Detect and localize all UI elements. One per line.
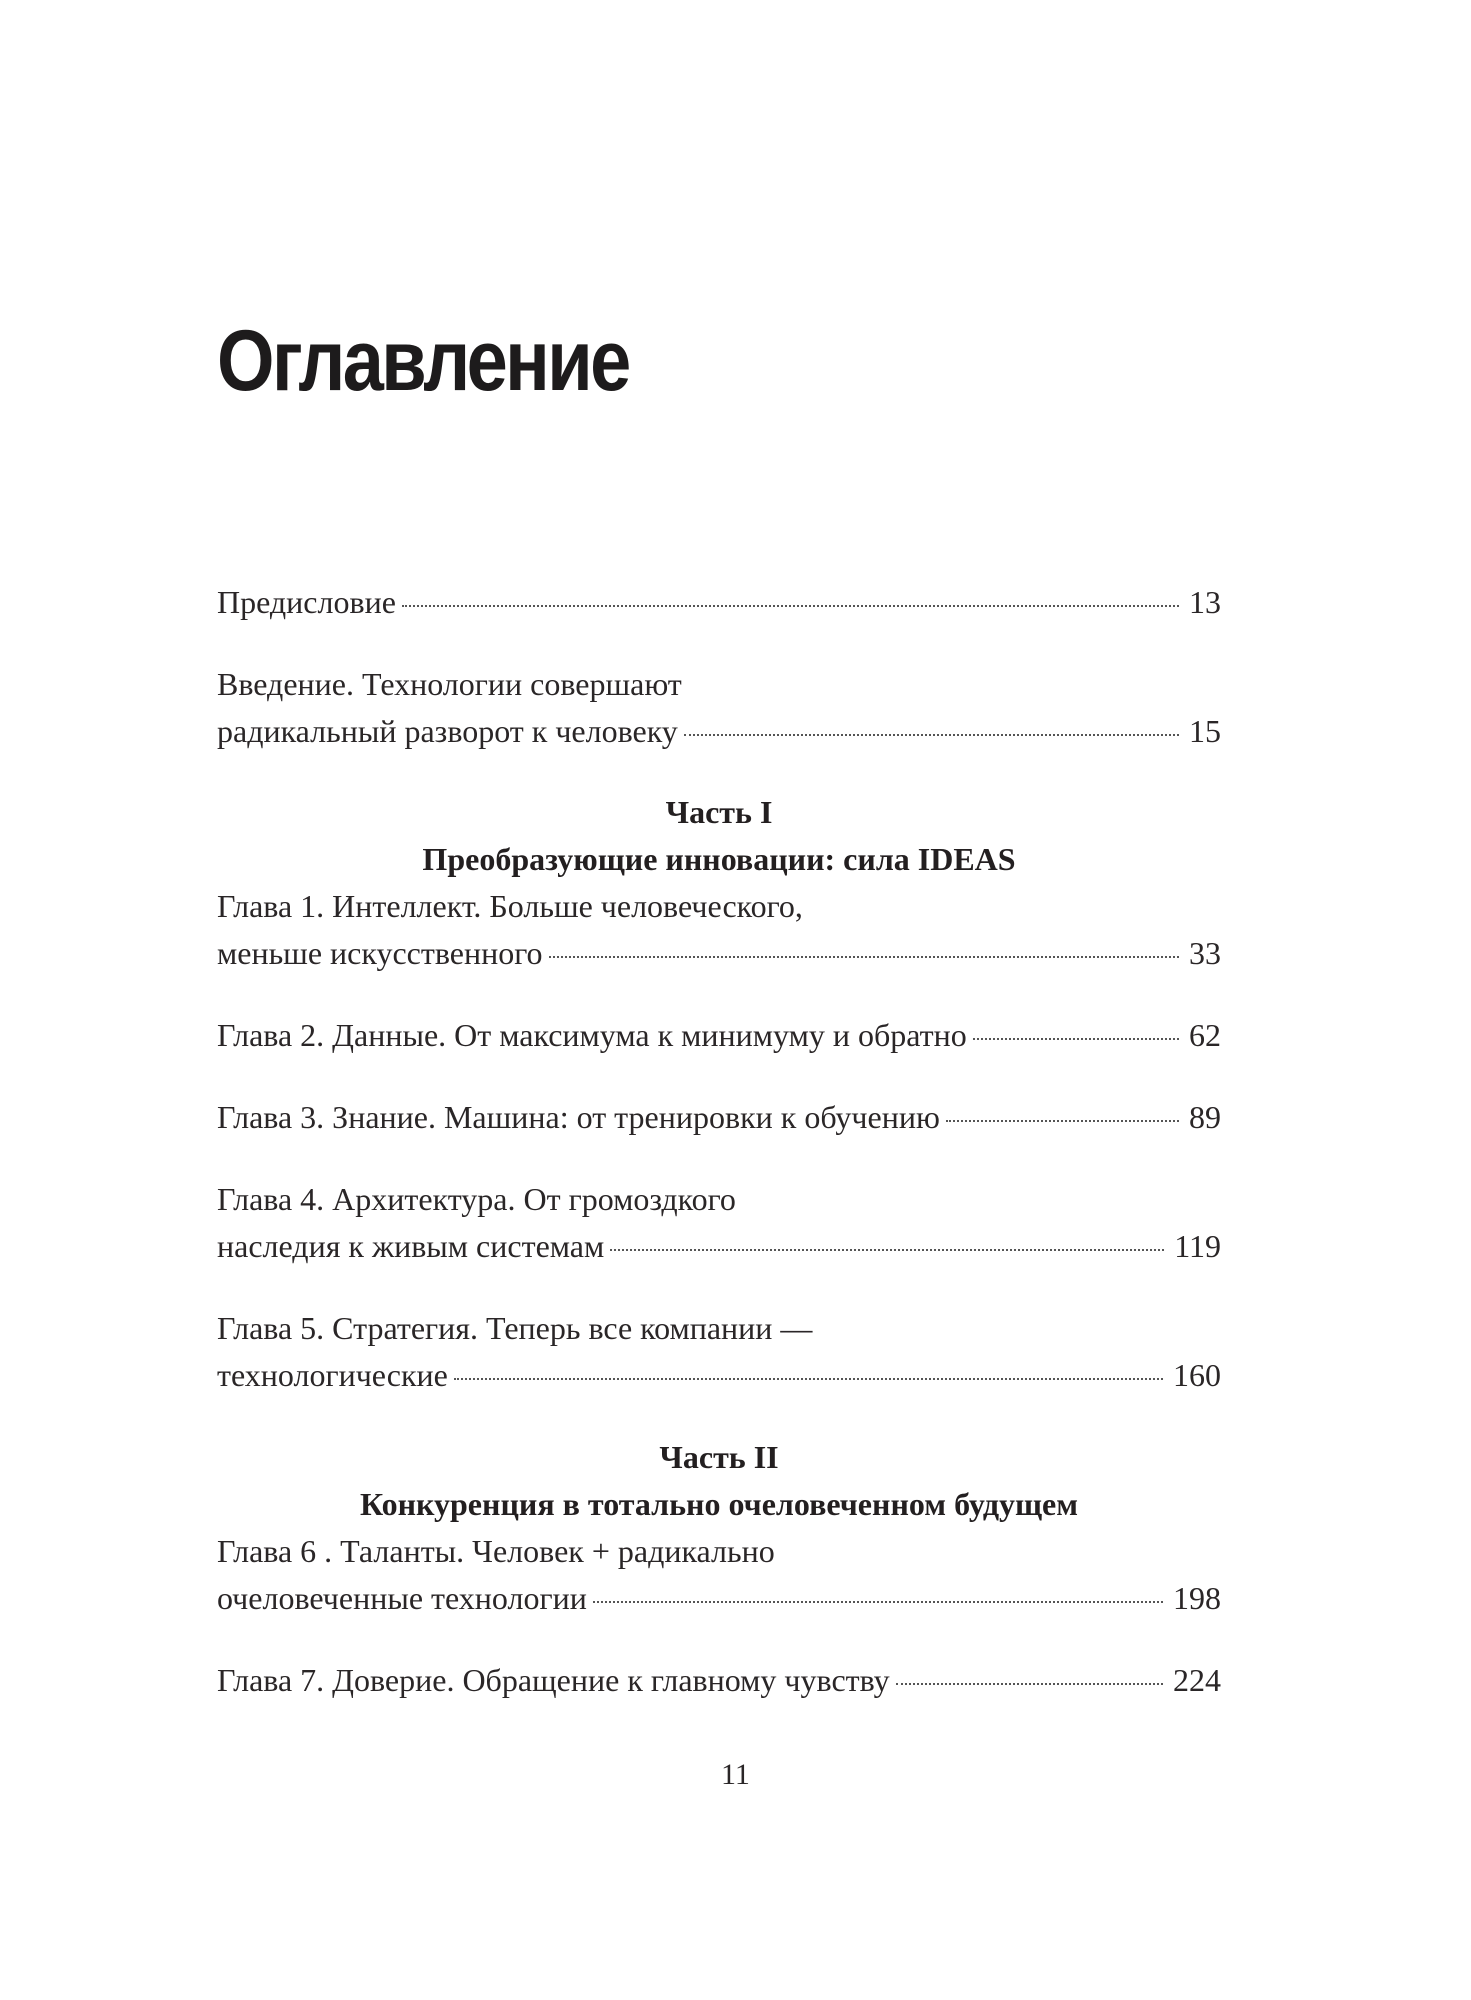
toc-entry-ch6[interactable] [217,1578,1221,1618]
toc-entry-ch5-line1[interactable]: Глава 5. Стратегия. Теперь все компании — [217,1310,813,1346]
dot-leader [454,1378,1163,1380]
entry-page: 89 [1189,1099,1221,1135]
toc-entry-preface[interactable] [217,582,1221,622]
part-1-subtitle: Преобразующие инновации: сила IDEAS [422,841,1016,877]
entry-title: Глава 2. Данные. От максимума к минимуму и обратно [217,1017,967,1053]
entry-page: 119 [1174,1228,1221,1264]
toc-entry-ch7[interactable] [217,1660,1221,1700]
entry-page: 224 [1173,1662,1221,1698]
toc-entry-ch4[interactable] [217,1226,1221,1266]
entry-title: меньше искусственного [217,935,543,971]
entry-page: 13 [1189,584,1221,620]
entry-title: наследия к живым системам [217,1228,605,1264]
dot-leader [896,1683,1163,1685]
toc-entry-intro[interactable] [217,711,1221,751]
toc-entry-ch6-line1[interactable]: Глава 6 . Таланты. Человек + радикально [217,1533,775,1569]
toc-entry-ch1-line1[interactable]: Глава 1. Интеллект. Больше человеческого, [217,888,803,924]
entry-title: радикальный разворот к человеку [217,713,678,749]
dot-leader [946,1120,1179,1122]
dot-leader [684,734,1179,736]
page-title: Оглавление [217,313,629,409]
part-1-label: Часть I [665,794,773,830]
dot-leader [402,605,1179,607]
entry-title: Глава 3. Знание. Машина: от тренировки к обучению [217,1099,940,1135]
entry-page: 198 [1173,1580,1221,1616]
dot-leader [610,1249,1164,1251]
dot-leader [549,956,1179,958]
entry-title: Предисловие [217,584,396,620]
entry-page: 160 [1173,1357,1221,1393]
page-number: 11 [721,1758,750,1791]
toc-entry-ch2[interactable] [217,1015,1221,1055]
toc-entry-ch1[interactable] [217,933,1221,973]
entry-page: 15 [1189,713,1221,749]
dot-leader [973,1038,1179,1040]
toc-entry-ch5[interactable] [217,1355,1221,1395]
part-2-subtitle: Конкуренция в тотально очеловеченном будущем [359,1486,1079,1522]
entry-title: технологические [217,1357,448,1393]
toc-entry-intro-line1[interactable]: Введение. Технологии совершают [217,666,682,702]
entry-page: 62 [1189,1017,1221,1053]
toc-entry-ch4-line1[interactable]: Глава 4. Архитектура. От громоздкого [217,1181,736,1217]
entry-title: очеловеченные технологии [217,1580,587,1616]
entry-title: Глава 7. Доверие. Обращение к главному чувству [217,1662,890,1698]
dot-leader [593,1601,1163,1603]
part-2-label: Часть II [659,1439,779,1475]
toc-entry-ch3[interactable] [217,1097,1221,1137]
entry-page: 33 [1189,935,1221,971]
